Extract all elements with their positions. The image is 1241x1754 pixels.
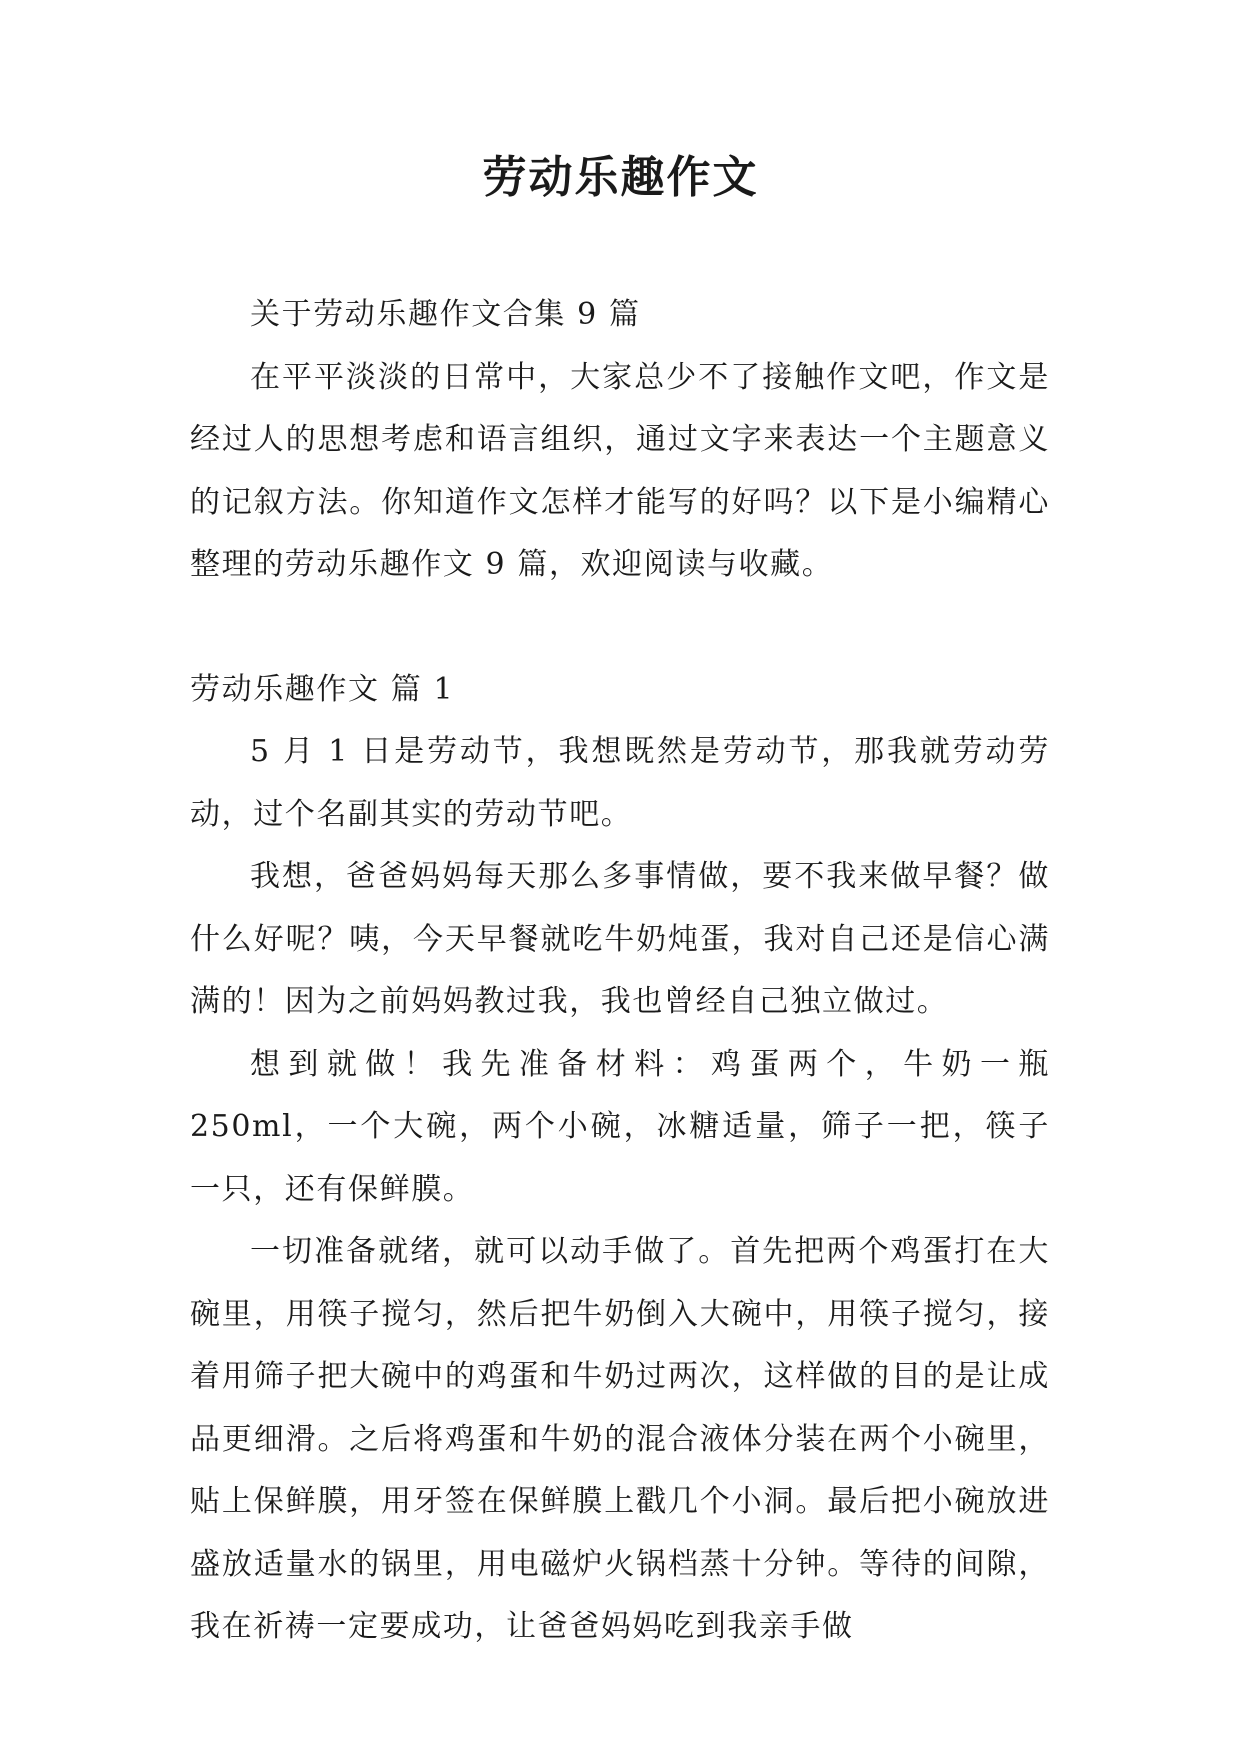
intro-subtitle: 关于劳动乐趣作文合集 9 篇 [250,297,641,332]
document-body [190,284,1050,1659]
section-paragraph: 一切准备就绪，就可以动手做了。首先把两个鸡蛋打在大碗里，用筷子搅匀，然后把牛奶倒入大碗中，用筷子搅匀，接着用筛子把大碗中的鸡蛋和牛奶过两次，这样做的目的是让成品更细滑。之后将鸡蛋和牛奶的混合液体分装在两个小碗里，贴上保鲜膜，用牙签在保鲜膜上戳几个小洞。最后把小碗放进盛放适量水的锅里，用电磁炉火锅档蒸十分钟。等待的间隙，我在祈祷一定要成功，让爸爸妈妈吃到我亲手做 [190,1234,1050,1644]
section-paragraph: 5 月 1 日是劳动节，我想既然是劳动节，那我就劳动劳动，过个名副其实的劳动节吧。 [190,734,1050,832]
document-title: 劳动乐趣作文 [482,152,759,203]
section-paragraph: 想到就做！我先准备材料：鸡蛋两个，牛奶一瓶 250ml，一个大碗，两个小碗，冰糖适量，筛子一把，筷子一只，还有保鲜膜。 [190,1046,1050,1207]
section-heading: 劳动乐趣作文 篇 1 [190,671,455,707]
intro-paragraph: 在平平淡淡的日常中，大家总少不了接触作文吧，作文是经过人的思想考虑和语言组织，通过文字来表达一个主题意义的记叙方法。你知道作文怎样才能写的好吗？以下是小编精心整理的劳动乐趣作文 9 篇，欢迎阅读与收藏。 [190,359,1050,582]
section-paragraph: 我想，爸爸妈妈每天那么多事情做，要不我来做早餐？做什么好呢？咦，今天早餐就吃牛奶炖蛋，我对自己还是信心满满的！因为之前妈妈教过我，我也曾经自己独立做过。 [190,859,1050,1019]
